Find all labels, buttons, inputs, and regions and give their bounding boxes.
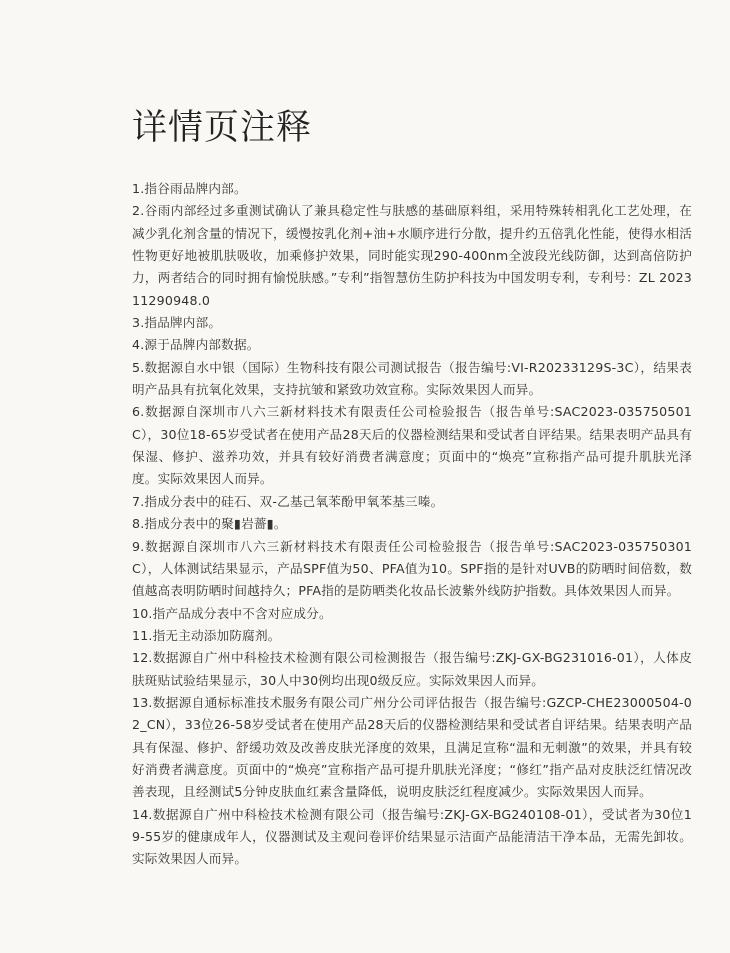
note-item: 12.数据源自广州中科检技术检测有限公司检测报告（报告编号:ZKJ-GX-BG231016-01），人体皮肤斑贴试验结果显示，30人中30例均出现0级反应。实际效果因人而异。 — [132, 650, 692, 688]
note-item: 6.数据源自深圳市八六三新材料技术有限责任公司检验报告（报告单号:SAC2023-035750501C），30位18-65岁受试者在使用产品28天后的仪器检测结果和受试者自评结果。结果表明产品具有保湿、修护、滋养功效，并具有较好消费者满意度；页面中的“焕亮”宣称指产品可提升肌肤光泽度。实际效果因人而异。 — [132, 404, 692, 487]
note-item: 13.数据源自通标标准技术服务有限公司广州分公司评估报告（报告编号:GZCP-CHE23000504-02_CN），33位26-58岁受试者在使用产品28天后的仪器检测结果和受试者自评结果。结果表明产品具有保湿、修护、舒缓功效及改善皮肤光泽度的效果，且满足宣称“温和无刺激”的效果，并具有较好消费者满意度。页面中的“焕亮”宣称指产品可提升肌肤光泽度；“修红”指产品对皮肤泛红情况改善表现，且经测试5分钟皮肤血红素含量降低，说明皮肤泛红程度减少。实际效果因人而异。 — [132, 694, 692, 800]
note-item: 14.数据源自广州中科检技术检测有限公司（报告编号:ZKJ-GX-BG240108-01），受试者为30位19-55岁的健康成年人，仪器测试及主观问卷评价结果显示洁面产品能清洁干净本品，无需先卸妆。实际效果因人而异。 — [132, 806, 692, 867]
note-item: 5.数据源自水中银（国际）生物科技有限公司测试报告（报告编号:VI-R20233129S-3C），结果表明产品具有抗氧化效果，支持抗皱和紧致功效宣称。实际效果因人而异。 — [132, 359, 692, 398]
note-item: 2.谷雨内部经过多重测试确认了兼具稳定性与肤感的基础原料组，采用特殊转相乳化工艺处理，在减少乳化剂含量的情况下，缓慢按乳化剂+油+水顺序进行分散，提升约五倍乳化性能，使得水相活性物更好地被肌肤吸收，加乘修护效果，同时能实现290-400nm全波段光线防御，达到高倍防护力，两者结合的同时拥有愉悦肤感。”专利”指智慧仿生防护科技为中国发明专利，专利号：ZL 202311290948.0 — [132, 203, 692, 308]
note-item: 3.指品牌内部。 — [132, 315, 222, 331]
note-item: 1.指谷雨品牌内部。 — [132, 181, 247, 196]
note-item: 10.指产品成分表中不含对应成分。 — [132, 605, 332, 621]
note-item: 8.指成分表中的聚▮岩薔▮。 — [132, 516, 287, 532]
note-item: 4.源于品牌内部数据。 — [132, 337, 260, 353]
note-item: 11.指无主动添加防腐剂。 — [132, 627, 281, 643]
note-item: 7.指成分表中的硅石、双-乙基己氧苯酚甲氧苯基三嗪。 — [132, 493, 444, 509]
note-item: 9.数据源自深圳市八六三新材料技术有限责任公司检验报告（报告单号:SAC2023-035750301C），人体测试结果显示，产品SPF值为50、PFA值为10。SPF指的是针对UVB的防晒时间倍数，数值越高表明防晒时间越持久；PFA指的是防晒类化妆品长波紫外线防护指数。具体效果因人而异。 — [132, 538, 692, 599]
page-title: 详情页注释 — [132, 108, 313, 148]
notes-list — [132, 178, 692, 871]
